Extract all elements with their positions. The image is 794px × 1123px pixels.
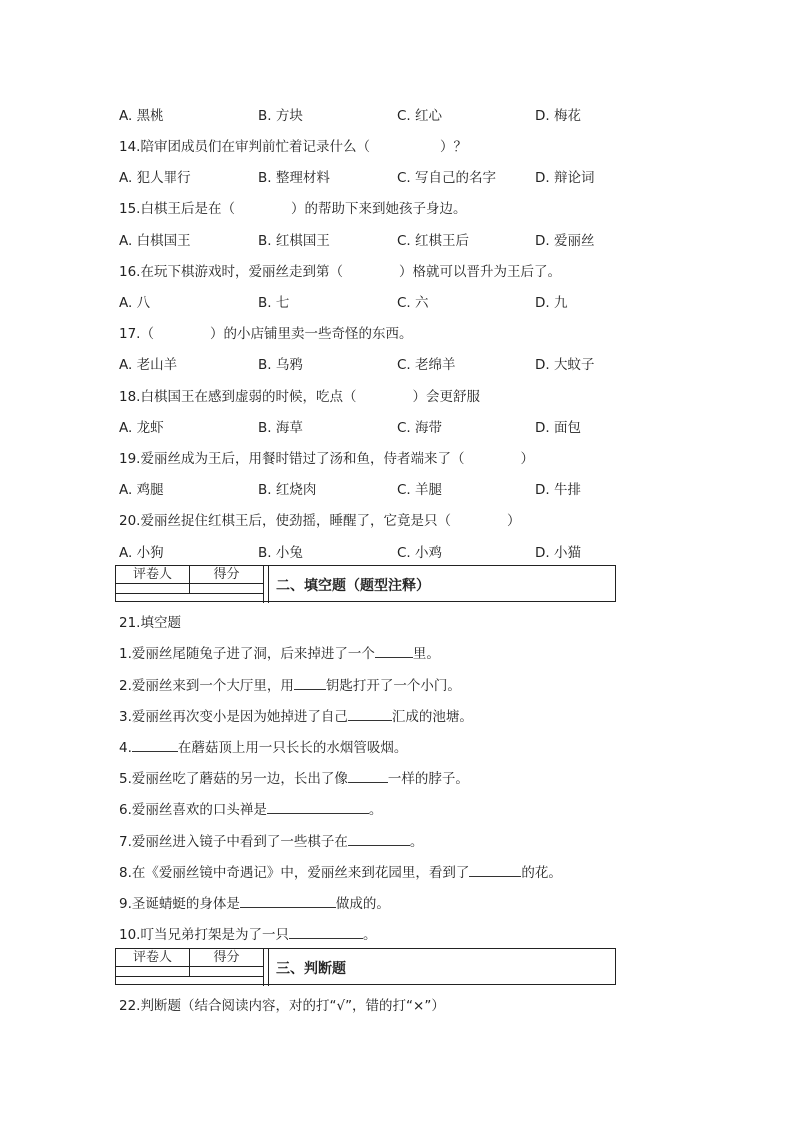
q16-option-b: B. 七 (258, 295, 290, 311)
fill-item-7 (119, 830, 423, 850)
q13-option-d: D. 梅花 (535, 108, 581, 124)
answer-blank[interactable] (348, 768, 388, 783)
fill-item-text: 一样的脖子。 (387, 771, 469, 787)
fill-item-6 (119, 798, 382, 818)
q16-options (119, 291, 679, 311)
fill-item-text: 9.圣诞蜻蜓的身体是 (119, 896, 240, 912)
q21-label: 21.填空题 (119, 615, 181, 631)
q19-options (119, 478, 679, 498)
q15-options (119, 229, 679, 249)
q15-option-a: A. 白棋国王 (119, 233, 191, 249)
score-box-divider (116, 976, 263, 977)
score-box-divider (189, 566, 190, 593)
fill-item-5 (119, 767, 469, 787)
q19-option-a: A. 鸡腿 (119, 482, 164, 498)
q16-option-a: A. 八 (119, 295, 151, 311)
q14-option-a: A. 犯人罪行 (119, 170, 191, 186)
fill-item-text: 8.在《爱丽丝镜中奇遇记》中，爱丽丝来到花园里，看到了 (119, 865, 470, 881)
q14-text-after: ）？ (439, 139, 467, 155)
fill-item-text: 7.爱丽丝进入镜子中看到了一些棋子在 (119, 834, 348, 850)
fill-item-text: 的花。 (521, 865, 562, 881)
score-label: 得分 (213, 567, 240, 582)
q15-question (119, 197, 466, 217)
score-label: 得分 (213, 950, 240, 965)
fill-item-text: 。 (362, 927, 377, 943)
score-box-divider (268, 566, 269, 603)
section-3-title: 三、判断题 (276, 961, 346, 977)
fill-item-text: 做成的。 (335, 896, 390, 912)
score-box-divider (268, 949, 269, 986)
q18-option-b: B. 海草 (258, 420, 303, 436)
q19-option-c: C. 羊腿 (397, 482, 443, 498)
q15-text-after: ）的帮助下来到她孩子身边。 (290, 201, 467, 217)
fill-item-text: 钥匙打开了一个小门。 (325, 678, 461, 694)
fill-item-text: 1.爱丽丝尾随兔子进了洞，后来掉进了一个 (119, 646, 375, 662)
answer-blank[interactable] (469, 862, 521, 877)
q17-option-a: A. 老山羊 (119, 357, 178, 373)
q13-option-a: A. 黑桃 (119, 108, 164, 124)
fill-item-text: 。 (409, 834, 424, 850)
q20-option-c: C. 小鸡 (397, 545, 443, 561)
fill-item-text: 里。 (412, 646, 440, 662)
q20-text-after: ） (506, 513, 521, 529)
q19-question (119, 447, 534, 467)
fill-item-2 (119, 674, 461, 694)
q14-option-d: D. 辩论词 (535, 170, 595, 186)
q18-question (119, 385, 480, 405)
q19-option-b: B. 红烧肉 (258, 482, 317, 498)
q15-text-before: 15.白棋王后是在（ (119, 201, 235, 217)
q16-question (119, 260, 561, 280)
answer-blank[interactable] (132, 737, 178, 752)
q14-options (119, 166, 679, 186)
fill-item-text: 在蘑菇顶上用一只长长的水烟管吸烟。 (177, 740, 408, 756)
fill-item-text: 。 (368, 802, 383, 818)
q15-option-b: B. 红棋国王 (258, 233, 330, 249)
q20-question (119, 509, 520, 529)
fill-item-10 (119, 923, 376, 943)
q19-text-before: 19.爱丽丝成为王后，用餐时错过了汤和鱼，侍者端来了（ (119, 451, 465, 467)
answer-blank[interactable] (348, 831, 410, 846)
q16-text-before: 16.在玩下棋游戏时，爱丽丝走到第（ (119, 264, 343, 280)
q17-text-before: 17.（ (119, 326, 154, 342)
q16-option-d: D. 九 (535, 295, 568, 311)
q13-option-b: B. 方块 (258, 108, 303, 124)
q17-option-b: B. 乌鸦 (258, 357, 303, 373)
score-box-divider (189, 949, 190, 976)
answer-blank[interactable] (267, 799, 369, 814)
q19-option-d: D. 牛排 (535, 482, 581, 498)
q18-option-c: C. 海带 (397, 420, 443, 436)
grader-label: 评卷人 (132, 567, 172, 582)
fill-item-text: 2.爱丽丝来到一个大厅里，用 (119, 678, 294, 694)
score-box-divider (263, 566, 264, 603)
q19-text-after: ） (520, 451, 534, 467)
q20-option-a: A. 小狗 (119, 545, 164, 561)
q16-option-c: C. 六 (397, 295, 429, 311)
q17-option-d: D. 大蚊子 (535, 357, 595, 373)
q14-option-c: C. 写自己的名字 (397, 170, 497, 186)
answer-blank[interactable] (294, 675, 326, 690)
fill-item-text: 5.爱丽丝吃了蘑菇的另一边，长出了像 (119, 771, 348, 787)
q17-question (119, 322, 412, 342)
answer-blank[interactable] (240, 893, 336, 908)
q20-options (119, 541, 679, 561)
q20-option-b: B. 小兔 (258, 545, 303, 561)
fill-item-1 (119, 642, 440, 662)
q15-option-d: D. 爱丽丝 (535, 233, 595, 249)
q17-options (119, 353, 679, 373)
q18-options (119, 416, 679, 436)
q18-text-before: 18.白棋国王在感到虚弱的时候，吃点（ (119, 389, 357, 405)
fill-item-text: 3.爱丽丝再次变小是因为她掉进了自己 (119, 709, 348, 725)
fill-item-3 (119, 705, 473, 725)
answer-blank[interactable] (348, 706, 392, 721)
q22-question: 22.判断题（结合阅读内容，对的打“√”，错的打“×”） (119, 998, 445, 1014)
score-box-divider (116, 966, 263, 967)
score-box-divider (116, 593, 263, 594)
section-2-title: 二、填空题（题型注释） (276, 578, 430, 594)
answer-blank[interactable] (289, 924, 363, 939)
fill-item-text: 汇成的池塘。 (391, 709, 473, 725)
score-box-section-2 (115, 565, 616, 602)
q17-option-c: C. 老绵羊 (397, 357, 456, 373)
fill-item-8 (119, 861, 562, 881)
q18-option-d: D. 面包 (535, 420, 581, 436)
grader-label: 评卷人 (132, 950, 172, 965)
q17-text-after: ）的小店铺里卖一些奇怪的东西。 (209, 326, 413, 342)
fill-item-text: 4. (119, 740, 132, 756)
fill-item-text: 10.叮当兄弟打架是为了一只 (119, 927, 289, 943)
score-box-divider (116, 583, 263, 584)
fill-item-4 (119, 736, 407, 756)
score-box-section-3 (115, 948, 616, 985)
fill-item-text: 6.爱丽丝喜欢的口头禅是 (119, 802, 267, 818)
q20-option-d: D. 小猫 (535, 545, 581, 561)
answer-blank[interactable] (375, 643, 413, 658)
q13-option-c: C. 红心 (397, 108, 443, 124)
q15-option-c: C. 红棋王后 (397, 233, 470, 249)
q13-options (119, 104, 679, 124)
q18-text-after: ）会更舒服 (412, 389, 480, 405)
fill-item-9 (119, 892, 390, 912)
q20-text-before: 20.爱丽丝捉住红棋王后，使劲摇，睡醒了，它竟是只（ (119, 513, 451, 529)
q14-option-b: B. 整理材料 (258, 170, 330, 186)
q16-text-after: ）格就可以晋升为王后了。 (398, 264, 561, 280)
score-box-divider (263, 949, 264, 986)
q18-option-a: A. 龙虾 (119, 420, 164, 436)
q14-text-before: 14.陪审团成员们在审判前忙着记录什么（ (119, 139, 370, 155)
q14-question (119, 135, 467, 155)
